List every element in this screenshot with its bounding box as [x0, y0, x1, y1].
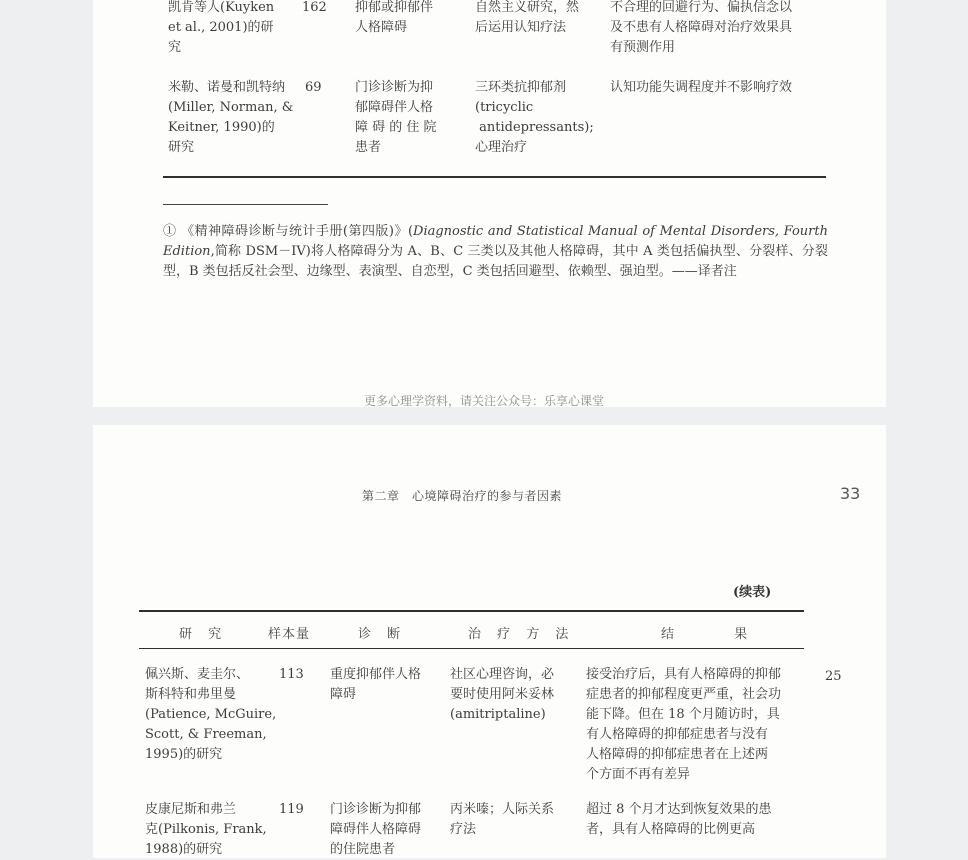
cell-line: 后运用认知疗法 — [475, 20, 567, 35]
table-row-2-study — [168, 78, 293, 158]
cell-line: 及不患有人格障碍对治疗效果具 — [610, 20, 793, 35]
chapter-header: 第二章 心境障碍治疗的参与者因素 — [362, 489, 563, 503]
table-row-2-result — [610, 78, 825, 98]
table-row-4-result — [586, 800, 806, 840]
cell-line: antidepressants); — [475, 120, 594, 135]
cell-line: 重度抑郁伴人格 — [330, 667, 422, 682]
continued-label: (续表) — [733, 585, 772, 600]
cell-line: 自然主义研究，然 — [475, 0, 580, 15]
cell-line: 郁障碍伴人格 — [355, 100, 434, 115]
cell-line: 凯肯等人(Kuyken — [168, 0, 275, 15]
cell-line: Keitner, 1990)的 — [168, 120, 275, 135]
cell-line: 者，具有人格障碍的比例更高 — [586, 822, 756, 837]
cell-line: 米勒、诺曼和凯特纳 — [168, 80, 286, 95]
table-row-3-sample: 113 — [279, 667, 304, 682]
table-row-1-diagnosis — [355, 0, 465, 38]
table-row-4-treatment — [450, 800, 580, 840]
cell-line: 有预测作用 — [610, 40, 676, 55]
cell-line: 皮康尼斯和弗兰 — [145, 802, 237, 817]
cell-line: 人格障碍 — [355, 20, 408, 35]
cell-line: 人格障碍的抑郁症患者在上述两 — [586, 747, 769, 762]
watermark-text: 更多心理学资料，请关注公众号：乐享心课堂 — [363, 394, 604, 408]
cell-line: 障 碍 的 住 院 — [355, 120, 437, 135]
cell-line: 斯科特和弗里曼 — [145, 687, 237, 702]
cell-line: 社区心理咨询，必 — [450, 667, 555, 682]
table-row-1-treatment — [475, 0, 605, 38]
cell-line: 超过 8 个月才达到恢复效果的患 — [586, 802, 772, 817]
table-row-3-result — [586, 665, 806, 785]
column-header-treatment: 治 疗 方 法 — [468, 627, 575, 642]
margin-line-number: 25 — [825, 669, 842, 684]
footnote-marker: ① — [163, 224, 177, 239]
cell-line: 丙米嗪；人际关系 — [450, 802, 555, 817]
cell-line: 抑郁或抑郁伴 — [355, 0, 434, 15]
cell-line: (Patience, McGuire, — [145, 707, 277, 722]
cell-line: 心理治疗 — [475, 140, 528, 155]
table-row-3-study — [145, 665, 275, 765]
column-header-sample: 样本量 — [268, 627, 311, 642]
footnote-text: ① 《精神障碍诊断与统计手册(第四版)》(Diagnostic and Statistical Manual of Mental Disorders, Fourth Edition,简称 DSM－IV)将人格障碍分为 A、B、C 三类以及其他人格障碍，其中 A 类包括偏执型、分裂样、分裂型，B 类包括反社会型、边缘型、表演型、自恋型，C 类包括回避型、依赖型、强迫型。——译者注 — [163, 224, 828, 279]
cell-line: 疗法 — [450, 822, 477, 837]
cell-line: 症患者的抑郁程度更严重，社会功 — [586, 687, 782, 702]
table-row-2-diagnosis — [355, 78, 465, 158]
table-row-4-sample: 119 — [279, 802, 304, 817]
cell-line: 三环类抗抑郁剂 — [475, 80, 567, 95]
cell-line: 要时使用阿米妥林 — [450, 687, 555, 702]
cell-line: 克(Pilkonis, Frank, — [145, 822, 267, 837]
cell-line: 障碍 — [330, 687, 357, 702]
table-row-1-study — [168, 0, 293, 58]
cell-line: 1988)的研究 — [145, 842, 223, 857]
table-row-1-result — [610, 0, 825, 58]
cell-line: 认知功能失调程度并不影响疗效 — [610, 80, 793, 95]
cell-line: (tricyclic — [475, 100, 534, 115]
cell-line: 究 — [168, 40, 182, 55]
cell-line: 门诊诊断为抑郁 — [330, 802, 422, 817]
cell-line: 患者 — [355, 140, 382, 155]
cell-line: (amitriptaline) — [450, 707, 546, 722]
cell-line: 个方面不再有差异 — [586, 767, 691, 782]
cell-line: 的住院患者 — [330, 842, 396, 857]
cell-line: (Miller, Norman, & — [168, 100, 294, 115]
cell-line: 障碍伴人格障碍 — [330, 822, 422, 837]
table-row-4-diagnosis — [330, 800, 445, 860]
page-number: 33 — [840, 484, 861, 503]
cell-line: 研究 — [168, 140, 195, 155]
table-row-1-sample: 162 — [302, 0, 327, 15]
cell-line: 接受治疗后，具有人格障碍的抑郁 — [586, 667, 782, 682]
cell-line: 有人格障碍的抑郁症患者与没有 — [586, 727, 769, 742]
table-row-3-diagnosis — [330, 665, 445, 705]
column-header-diagnosis: 诊 断 — [358, 627, 407, 642]
cell-line: 1995)的研究 — [145, 747, 223, 762]
table-row-2-treatment — [475, 78, 605, 158]
column-header-study: 研 究 — [179, 627, 228, 642]
table-row-4-study — [145, 800, 275, 860]
table-top-rule — [139, 610, 804, 612]
table-header-rule — [139, 648, 804, 649]
cell-line: 不合理的回避行为、偏执信念以 — [610, 0, 793, 15]
cell-line: Scott, & Freeman, — [145, 727, 267, 742]
table-row-3-treatment — [450, 665, 580, 725]
cell-line: et al., 2001)的研 — [168, 20, 274, 35]
table-row-2-sample: 69 — [305, 80, 322, 95]
column-header-result: 结 果 — [661, 627, 776, 642]
cell-line: 能下降。但在 18 个月随访时，具 — [586, 707, 780, 722]
footnote-separator — [163, 204, 328, 205]
cell-line: 门诊诊断为抑 — [355, 80, 434, 95]
table-bottom-rule — [163, 176, 826, 178]
cell-line: 佩兴斯、麦圭尔、 — [145, 667, 250, 682]
